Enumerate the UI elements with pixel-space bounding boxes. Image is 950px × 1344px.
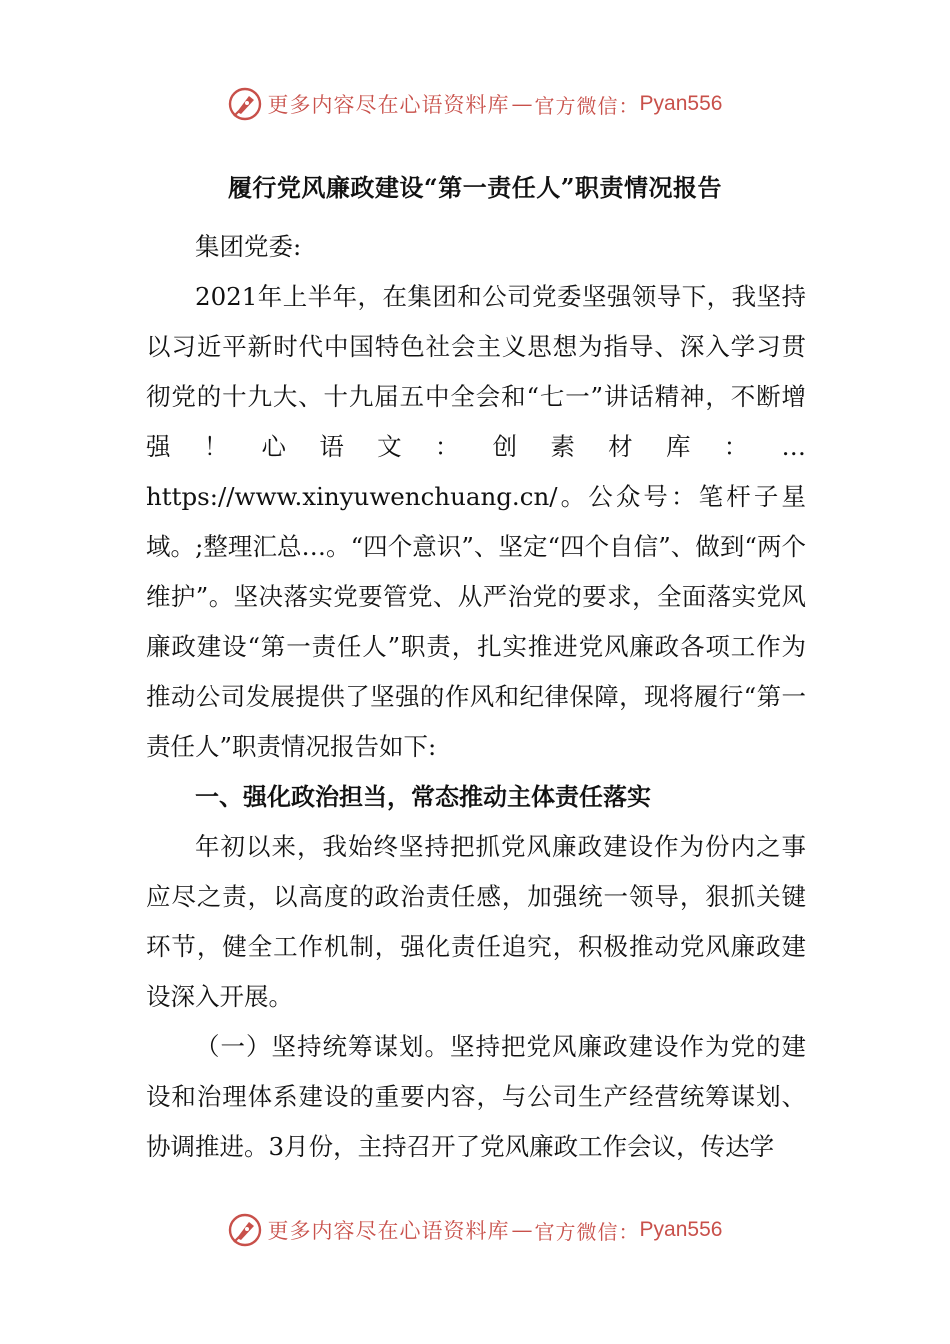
banner-wechat-id: Pyan556 (639, 1218, 723, 1241)
banner-text: 更多内容尽在心语资料库 (267, 1219, 510, 1243)
banner-wechat-label: 官方微信： (534, 1219, 640, 1244)
document-title: 履行党风廉政建设“第一责任人”职责情况报告 (227, 173, 723, 202)
header-banner (0, 84, 950, 124)
pen-nib-logo-icon (228, 87, 262, 121)
paragraph-intro: 2021年上半年，在集团和公司党委坚强领导下，我坚持以习近平新时代中国特色社会主义思想为指导、深入学习贯彻党的十九大、十九届五中全会和“七一”讲话精神，不断增强！心语文：创素材库：…https://www.xinyuwenchuang.cn/。公众号：笔杆子星域。;整理汇总…。“四个意识”、坚定“四个自信”、做到“两个维护”。坚决落实党要管党、从严治党的要求，全面落实党风廉政建设“第一责任人”职责，扎实推进党风廉政各项工作为推动公司发展提供了坚强的作风和纪律保障，现将履行“第一责任人”职责情况报告如下: (146, 282, 806, 761)
section-heading: 一、强化政治担当，常态推动主体责任落实 (195, 783, 651, 811)
banner-separator: — (511, 1218, 533, 1242)
pen-nib-logo-icon (228, 1213, 262, 1247)
banner-separator: — (511, 92, 533, 116)
paragraph-subsection-1: （一）坚持统筹谋划。坚持把党风廉政建设作为党的建设和治理体系建设的重要内容，与公司生产经营统筹谋划、协调推进。3月份，主持召开了党风廉政工作会议，传达学 (146, 1032, 806, 1161)
footer-banner (0, 1210, 950, 1250)
salutation: 集团党委: (195, 232, 302, 261)
paragraph-section-intro: 年初以来，我始终坚持把抓党风廉政建设作为份内之事应尽之责，以高度的政治责任感，加强统一领导，狠抓关键环节，健全工作机制，强化责任追究，积极推动党风廉政建设深入开展。 (146, 832, 806, 1011)
banner-wechat-label: 官方微信： (534, 93, 640, 118)
banner-wechat-id: Pyan556 (639, 92, 723, 115)
document-body (146, 222, 806, 1172)
banner-text: 更多内容尽在心语资料库 (267, 93, 510, 117)
